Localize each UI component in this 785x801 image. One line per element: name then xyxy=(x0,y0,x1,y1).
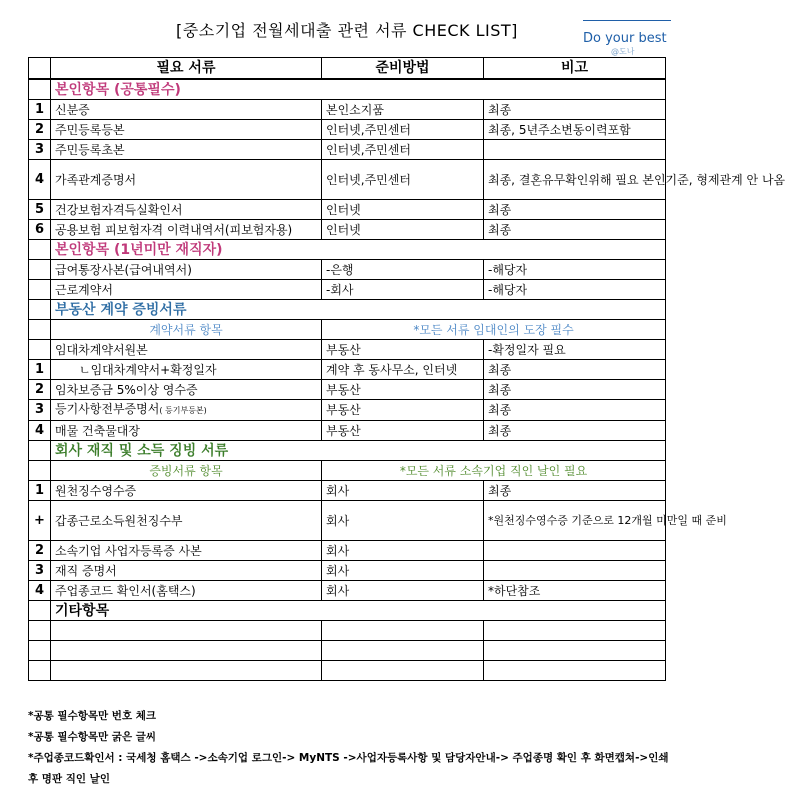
row-document: 임차보증금 5%이상 영수증 xyxy=(51,380,322,400)
row-note: 최종 xyxy=(484,100,666,120)
row-number: 2 xyxy=(29,380,51,400)
row-number: 2 xyxy=(29,541,51,561)
row-document: 주민등록초본 xyxy=(51,140,322,160)
row-document-main: 등기사항전부증명서 xyxy=(55,402,160,416)
row-number: 4 xyxy=(29,421,51,441)
brand-motto: Do your best xyxy=(583,31,667,46)
section-row xyxy=(29,300,666,320)
section-row xyxy=(29,79,666,100)
row-number: + xyxy=(29,501,51,541)
subsection-right: *모든 서류 임대인의 도장 필수 xyxy=(322,320,666,340)
row-number: 6 xyxy=(29,220,51,240)
row-method: 인터넷 xyxy=(322,200,484,220)
row-document: 임대차계약서원본 xyxy=(51,340,322,360)
row-note: 최종, 5년주소변동이력포함 xyxy=(484,120,666,140)
row-number: 1 xyxy=(29,360,51,380)
row-method: 부동산 xyxy=(322,340,484,360)
section-row xyxy=(29,601,666,621)
footnotes xyxy=(28,706,678,790)
row-method: -회사 xyxy=(322,280,484,300)
table-row xyxy=(29,200,666,220)
row-document: 신분증 xyxy=(51,100,322,120)
section-title-other: 기타항목 xyxy=(51,601,666,621)
row-note: 최종 xyxy=(484,421,666,441)
row-note: 최종 xyxy=(484,220,666,240)
table-row xyxy=(29,421,666,441)
row-number xyxy=(29,340,51,360)
table-row xyxy=(29,561,666,581)
row-method: 부동산 xyxy=(322,380,484,400)
section-title-identity: 본인항목 (공통필수) xyxy=(51,79,666,100)
table-row xyxy=(29,481,666,501)
brand-logo xyxy=(583,20,675,57)
row-document: 주업종코드 확인서(홈택스) xyxy=(51,581,322,601)
row-method: 인터넷,주민센터 xyxy=(322,120,484,140)
section-title-company: 회사 재직 및 소득 징빙 서류 xyxy=(51,441,666,461)
table-row xyxy=(29,360,666,380)
row-number: 4 xyxy=(29,581,51,601)
row-note: -확정일자 필요 xyxy=(484,340,666,360)
row-method: 부동산 xyxy=(322,421,484,441)
row-number: 3 xyxy=(29,561,51,581)
row-document: 근로계약서 xyxy=(51,280,322,300)
row-number: 3 xyxy=(29,140,51,160)
subsection-row xyxy=(29,320,666,340)
subsection-right: *모든 서류 소속기업 직인 날인 필요 xyxy=(322,461,666,481)
row-method: 회사 xyxy=(322,561,484,581)
row-note: *원천징수영수증 기준으로 12개월 미만일 때 준비 xyxy=(484,501,666,541)
row-method: 회사 xyxy=(322,541,484,561)
section-title-employment: 본인항목 (1년미만 재직자) xyxy=(51,240,666,260)
row-number: 5 xyxy=(29,200,51,220)
row-method: 회사 xyxy=(322,501,484,541)
table-row xyxy=(29,260,666,280)
table-row xyxy=(29,220,666,240)
section-row xyxy=(29,441,666,461)
table-row xyxy=(29,501,666,541)
row-method: 인터넷,주민센터 xyxy=(322,160,484,200)
subsection-left: 증빙서류 항목 xyxy=(51,461,322,481)
row-document: 소속기업 사업자등록증 사본 xyxy=(51,541,322,561)
row-method: -은행 xyxy=(322,260,484,280)
row-note: *하단참조 xyxy=(484,581,666,601)
row-note: 최종 xyxy=(484,200,666,220)
row-document: 건강보험자격득실확인서 xyxy=(51,200,322,220)
row-document: 재직 증명서 xyxy=(51,561,322,581)
brand-divider xyxy=(583,20,671,21)
row-method: 인터넷,주민센터 xyxy=(322,140,484,160)
checklist-table xyxy=(28,57,785,681)
empty-row xyxy=(29,641,666,661)
table-row xyxy=(29,400,666,421)
row-note xyxy=(484,561,666,581)
subsection-left: 계약서류 항목 xyxy=(51,320,322,340)
row-document: 매물 건축물대장 xyxy=(51,421,322,441)
table-row xyxy=(29,100,666,120)
row-document: 가족관계증명서 xyxy=(51,160,322,200)
row-note: 최종 xyxy=(484,400,666,421)
row-number xyxy=(29,260,51,280)
header-num-cell xyxy=(29,58,51,80)
table-row xyxy=(29,140,666,160)
empty-row xyxy=(29,621,666,641)
row-number: 2 xyxy=(29,120,51,140)
footnote: *주업종코드확인서 : 국세청 홈택스 ->소속기업 로그인-> MyNTS ->사업자등록사항 및 담당자안내-> 주업종명 확인 후 화면캡쳐->인쇄 후 명판 직인 날인 xyxy=(28,752,669,785)
row-document-aside: ( 등기부등본) xyxy=(159,406,207,415)
row-method: 인터넷 xyxy=(322,220,484,240)
table-header-row xyxy=(29,58,666,80)
row-method: 회사 xyxy=(322,481,484,501)
row-number: 1 xyxy=(29,481,51,501)
row-method: 계약 후 동사무소, 인터넷 xyxy=(322,360,484,380)
table-row xyxy=(29,340,666,360)
header-document: 필요 서류 xyxy=(51,58,322,80)
row-note xyxy=(484,541,666,561)
row-number: 3 xyxy=(29,400,51,421)
row-document: 주민등록등본 xyxy=(51,120,322,140)
table-row xyxy=(29,160,666,200)
row-document xyxy=(51,400,322,421)
row-note: -해당자 xyxy=(484,280,666,300)
footnote: *공통 필수항목만 번호 체크 xyxy=(28,710,157,722)
row-note: 최종 xyxy=(484,481,666,501)
row-note xyxy=(484,140,666,160)
table-row xyxy=(29,541,666,561)
footnote: *공통 필수항목만 굵은 글씨 xyxy=(28,731,157,743)
row-note: -해당자 xyxy=(484,260,666,280)
row-method: 회사 xyxy=(322,581,484,601)
row-note: 최종 xyxy=(484,380,666,400)
empty-row xyxy=(29,661,666,681)
row-method: 본인소지품 xyxy=(322,100,484,120)
row-document: 원천징수영수증 xyxy=(51,481,322,501)
row-number: 4 xyxy=(29,160,51,200)
row-document: 공용보험 피보험자격 이력내역서(피보험자용) xyxy=(51,220,322,240)
row-number: 1 xyxy=(29,100,51,120)
subsection-row xyxy=(29,461,666,481)
row-note: 최종, 결혼유무확인위해 필요 본인기준, 형제관계 안 나옴 xyxy=(484,160,666,200)
row-document: 급여통장사본(급여내역서) xyxy=(51,260,322,280)
brand-signature: @도나 xyxy=(611,47,635,56)
row-note: 최종 xyxy=(484,360,666,380)
page-title: [중소기업 전월세대출 관련 서류 CHECK LIST] xyxy=(176,21,518,40)
section-row xyxy=(29,240,666,260)
table-row xyxy=(29,581,666,601)
header-note: 비고 xyxy=(484,58,666,80)
table-row xyxy=(29,120,666,140)
row-method: 부동산 xyxy=(322,400,484,421)
row-number xyxy=(29,280,51,300)
header-method: 준비방법 xyxy=(322,58,484,80)
row-document: 갑종근로소득원천징수부 xyxy=(51,501,322,541)
section-title-realestate: 부동산 계약 증빙서류 xyxy=(51,300,666,320)
table-row xyxy=(29,280,666,300)
table-row xyxy=(29,380,666,400)
row-document: ㄴ임대차계약서+확정일자 xyxy=(51,360,322,380)
